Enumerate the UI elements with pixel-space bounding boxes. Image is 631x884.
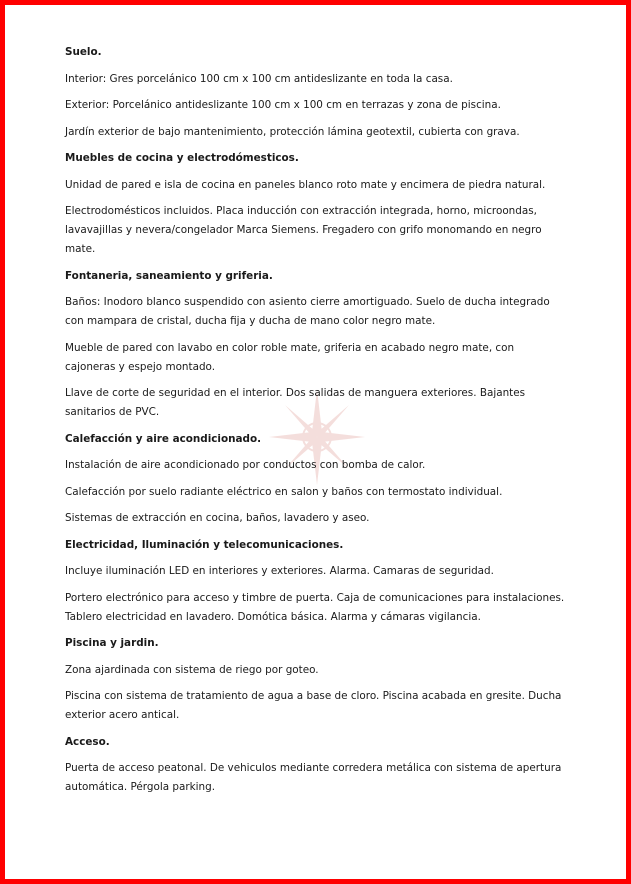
section-heading: Fontaneria, saneamiento y griferia. — [65, 269, 273, 282]
document-body — [65, 43, 565, 805]
paragraph: Incluye iluminación LED en interiores y exteriores. Alarma. Camaras de seguridad. — [65, 565, 494, 577]
section-heading: Muebles de cocina y electrodómesticos. — [65, 152, 299, 164]
section-heading: Electricidad, Iluminación y telecomunicaciones. — [65, 538, 344, 551]
section-electricidad — [65, 536, 565, 627]
section-acceso — [65, 733, 565, 798]
paragraph: Instalación de aire acondicionado por conductos con bomba de calor. — [65, 459, 426, 471]
section-muebles-cocina — [65, 149, 565, 259]
paragraph: Exterior: Porcelánico antideslizante 100 cm x 100 cm en terrazas y zona de piscina. — [65, 99, 501, 111]
paragraph: Calefacción por suelo radiante eléctrico en salon y baños con termostato individual. — [65, 485, 503, 498]
section-fontaneria — [65, 267, 565, 423]
paragraph: Zona ajardinada con sistema de riego por goteo. — [65, 663, 319, 676]
section-heading: Piscina y jardin. — [65, 637, 159, 649]
paragraph: Unidad de pared e isla de cocina en paneles blanco roto mate y encimera de piedra natural. — [65, 178, 546, 191]
paragraph: Mueble de pared con lavabo en color roble mate, griferia en acabado negro mate, con cajoneras y espejo montado. — [65, 341, 515, 373]
section-suelo — [65, 43, 565, 142]
section-calefaccion — [65, 430, 565, 529]
paragraph: Puerta de acceso peatonal. De vehiculos mediante corredera metálica con sistema de apertura automática. Pérgola parking. — [65, 762, 562, 793]
paragraph: Electrodomésticos incluidos. Placa inducción con extracción integrada, horno, microondas, lavavajillas y nevera/congelador Marca Siemens. Fregadero con grifo monomando en negro mate. — [65, 205, 542, 255]
section-heading: Acceso. — [65, 735, 110, 748]
section-heading: Suelo. — [65, 46, 102, 58]
paragraph: Jardín exterior de bajo mantenimiento, protección lámina geotextil, cubierta con grava. — [65, 125, 520, 138]
paragraph: Portero electrónico para acceso y timbre de puerta. Caja de comunicaciones para instalaciones. Tablero electricidad en lavadero. Domótica básica. Alarma y cámaras vigilancia. — [65, 591, 565, 623]
section-heading: Calefacción y aire acondicionado. — [65, 432, 262, 445]
paragraph: Llave de corte de seguridad en el interior. Dos salidas de manguera exteriores. Bajantes sanitarios de PVC. — [65, 387, 526, 418]
paragraph: Baños: Inodoro blanco suspendido con asiento cierre amortiguado. Suelo de ducha integrado con mampara de cristal, ducha fija y ducha de mano color negro mate. — [65, 296, 550, 327]
section-piscina — [65, 634, 565, 725]
paragraph: Sistemas de extracción en cocina, baños, lavadero y aseo. — [65, 512, 370, 524]
paragraph: Piscina con sistema de tratamiento de agua a base de cloro. Piscina acabada en gresite. Ducha exterior acero antical. — [65, 690, 562, 721]
paragraph: Interior: Gres porcelánico 100 cm x 100 cm antideslizante en toda la casa. — [65, 72, 453, 85]
